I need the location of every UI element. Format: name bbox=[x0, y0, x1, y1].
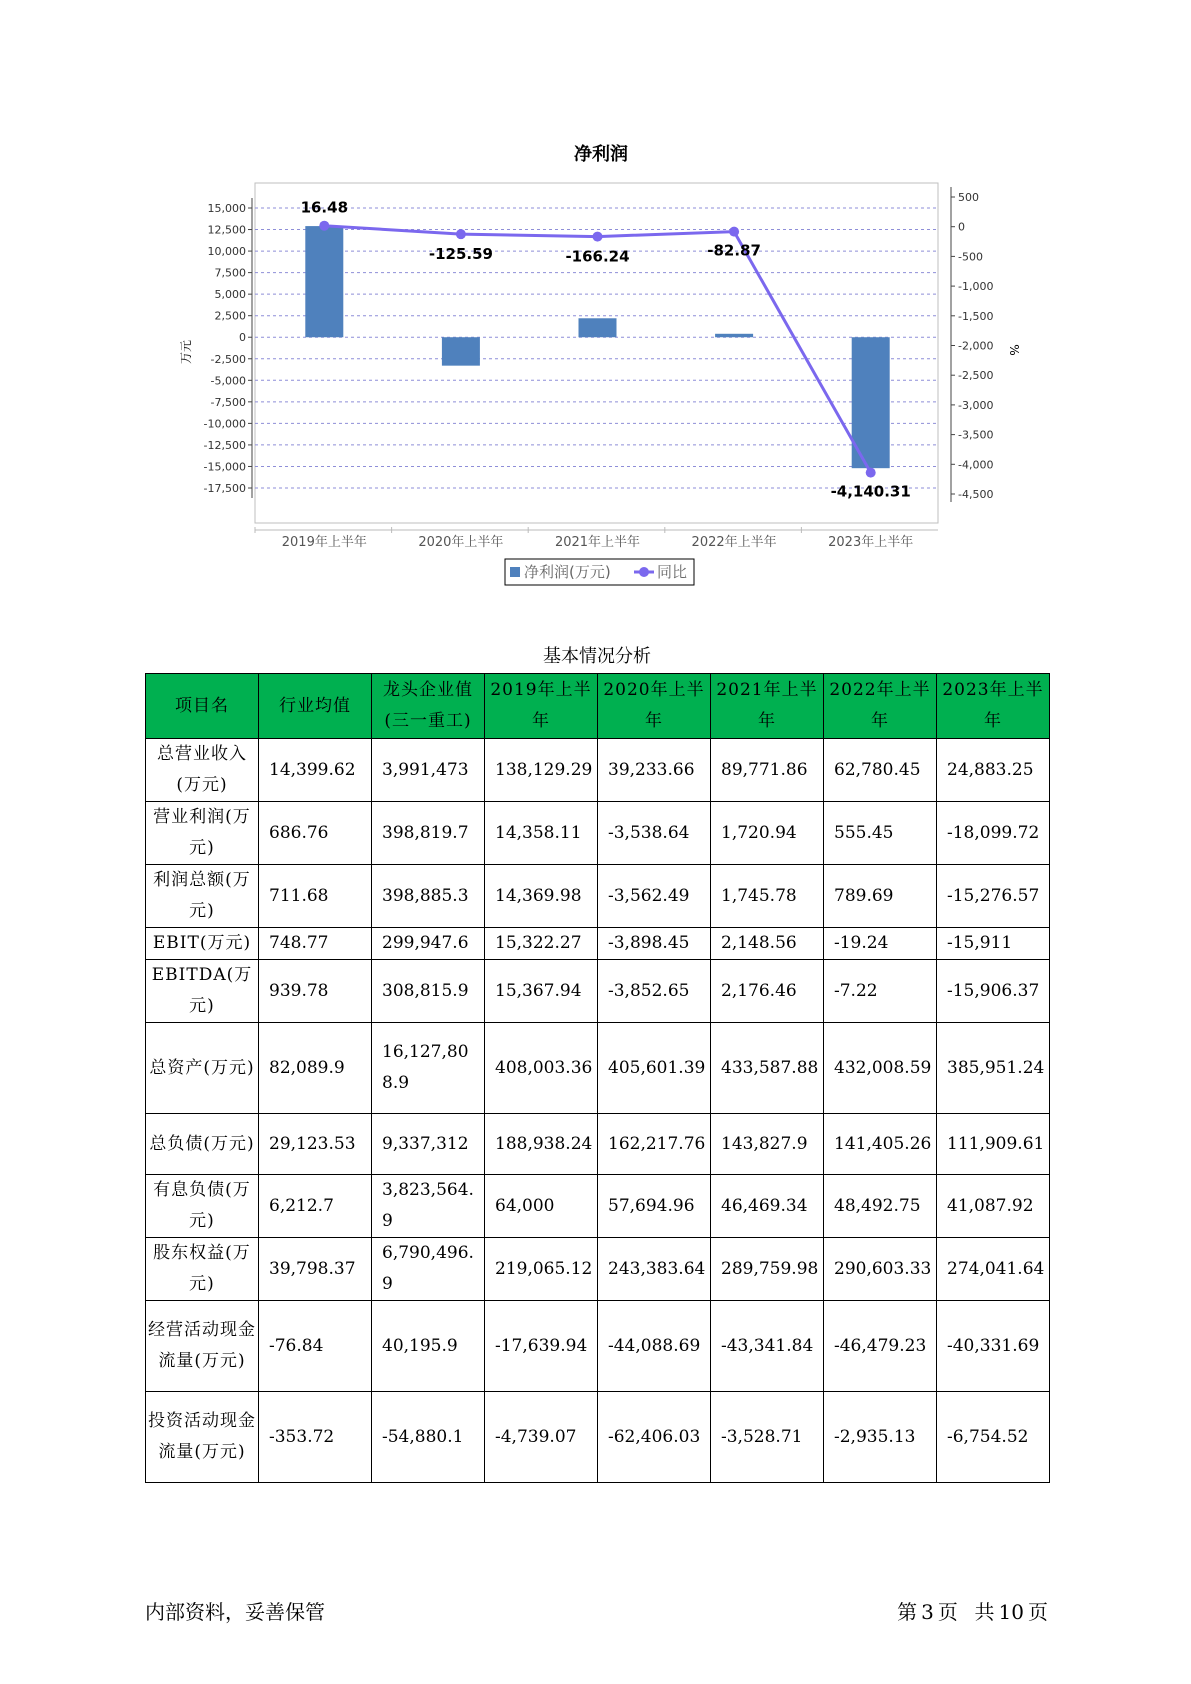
cell-value: -3,898.45 bbox=[598, 928, 711, 960]
right-tick-label: -1,000 bbox=[958, 280, 994, 294]
bar bbox=[305, 226, 343, 337]
bar bbox=[715, 334, 753, 337]
row-label: 经营活动现金流量(万元) bbox=[146, 1301, 259, 1392]
yoy-data-label: -125.59 bbox=[428, 245, 493, 264]
cell-value: -17,639.94 bbox=[485, 1301, 598, 1392]
cell-value: 138,129.29 bbox=[485, 739, 598, 802]
cell-value: 14,369.98 bbox=[485, 865, 598, 928]
left-tick-label: -7,500 bbox=[210, 395, 246, 409]
legend bbox=[505, 559, 694, 585]
header-item: 项目名 bbox=[146, 674, 259, 739]
cell-value: 3,823,564.9 bbox=[372, 1175, 485, 1238]
left-tick-label: 0 bbox=[239, 331, 246, 345]
row-label: 投资活动现金流量(万元) bbox=[146, 1392, 259, 1483]
cell-value: 41,087.92 bbox=[937, 1175, 1050, 1238]
cell-value: -15,276.57 bbox=[937, 865, 1050, 928]
left-tick-label: -10,000 bbox=[203, 417, 246, 431]
cell-value: 789.69 bbox=[824, 865, 937, 928]
table-title: 基本情况分析 bbox=[543, 646, 651, 667]
cell-value: 711.68 bbox=[259, 865, 372, 928]
cell-value: -3,528.71 bbox=[711, 1392, 824, 1483]
net-profit-chart bbox=[0, 0, 1191, 600]
page-suffix: 页 bbox=[937, 1600, 958, 1624]
cell-value: 2,148.56 bbox=[711, 928, 824, 960]
yoy-data-label: -4,140.31 bbox=[830, 482, 911, 501]
cell-value: 243,383.64 bbox=[598, 1238, 711, 1301]
left-tick-label: -17,500 bbox=[203, 482, 246, 495]
cell-value: 82,089.9 bbox=[259, 1023, 372, 1114]
cell-value: 111,909.61 bbox=[937, 1114, 1050, 1175]
cell-value: 290,603.33 bbox=[824, 1238, 937, 1301]
left-tick-label: 5,000 bbox=[214, 288, 246, 302]
table-row bbox=[146, 739, 1050, 802]
cell-value: -18,099.72 bbox=[937, 802, 1050, 865]
right-tick-label: 500 bbox=[958, 191, 979, 204]
left-tick-label: -12,500 bbox=[203, 438, 246, 452]
yoy-point bbox=[866, 468, 876, 478]
row-label: 总资产(万元) bbox=[146, 1023, 259, 1114]
cell-value: 289,759.98 bbox=[711, 1238, 824, 1301]
cell-value: -3,562.49 bbox=[598, 865, 711, 928]
cell-value: -46,479.23 bbox=[824, 1301, 937, 1392]
total-prefix: 共 bbox=[974, 1600, 995, 1624]
x-axis-categories bbox=[255, 527, 938, 550]
yoy-data-label: -82.87 bbox=[707, 241, 761, 260]
cell-value: 939.78 bbox=[259, 960, 372, 1023]
yoy-point bbox=[593, 232, 603, 242]
table-row bbox=[146, 1023, 1050, 1114]
x-category-label: 2021年上半年 bbox=[554, 535, 641, 550]
cell-value: 6,790,496.9 bbox=[372, 1238, 485, 1301]
cell-value: 143,827.9 bbox=[711, 1114, 824, 1175]
cell-value: -4,739.07 bbox=[485, 1392, 598, 1483]
page-number: 3 bbox=[921, 1600, 934, 1624]
right-tick-label: -2,500 bbox=[958, 369, 994, 383]
table-header-row bbox=[146, 674, 1050, 739]
right-tick-label: -2,000 bbox=[958, 339, 994, 353]
cell-value: 64,000 bbox=[485, 1175, 598, 1238]
left-tick-label: 15,000 bbox=[207, 202, 246, 215]
cell-value: -40,331.69 bbox=[937, 1301, 1050, 1392]
cell-value: 432,008.59 bbox=[824, 1023, 937, 1114]
cell-value: 274,041.64 bbox=[937, 1238, 1050, 1301]
cell-value: 29,123.53 bbox=[259, 1114, 372, 1175]
right-tick-label: -1,500 bbox=[958, 309, 994, 323]
left-tick-label: -15,000 bbox=[203, 460, 246, 474]
row-label: 总营业收入(万元) bbox=[146, 739, 259, 802]
yoy-data-label: -166.24 bbox=[565, 247, 630, 266]
bar bbox=[442, 337, 480, 365]
cell-value: 14,358.11 bbox=[485, 802, 598, 865]
bar bbox=[579, 318, 617, 337]
table-row bbox=[146, 1175, 1050, 1238]
yoy-point bbox=[319, 221, 329, 231]
page-prefix: 第 bbox=[897, 1600, 918, 1624]
cell-value: 188,938.24 bbox=[485, 1114, 598, 1175]
cell-value: 433,587.88 bbox=[711, 1023, 824, 1114]
header-2022h1: 2022年上半年 bbox=[824, 674, 937, 739]
table-row bbox=[146, 802, 1050, 865]
right-axis bbox=[951, 187, 993, 502]
cell-value: 16,127,808.9 bbox=[372, 1023, 485, 1114]
cell-value: 219,065.12 bbox=[485, 1238, 598, 1301]
cell-value: 2,176.46 bbox=[711, 960, 824, 1023]
left-axis-label: 万元 bbox=[179, 339, 193, 365]
cell-value: -353.72 bbox=[259, 1392, 372, 1483]
cell-value: -3,538.64 bbox=[598, 802, 711, 865]
total-pages: 10 bbox=[998, 1600, 1024, 1624]
cell-value: -43,341.84 bbox=[711, 1301, 824, 1392]
cell-value: 15,322.27 bbox=[485, 928, 598, 960]
cell-value: 62,780.45 bbox=[824, 739, 937, 802]
cell-value: 39,798.37 bbox=[259, 1238, 372, 1301]
legend-line-marker bbox=[639, 567, 649, 577]
row-label: 有息负债(万元) bbox=[146, 1175, 259, 1238]
cell-value: 385,951.24 bbox=[937, 1023, 1050, 1114]
cell-value: 15,367.94 bbox=[485, 960, 598, 1023]
cell-value: -15,911 bbox=[937, 928, 1050, 960]
row-label: EBIT(万元) bbox=[146, 928, 259, 960]
cell-value: -62,406.03 bbox=[598, 1392, 711, 1483]
cell-value: -15,906.37 bbox=[937, 960, 1050, 1023]
table-row bbox=[146, 928, 1050, 960]
right-tick-label: -3,500 bbox=[958, 428, 994, 442]
x-category-label: 2019年上半年 bbox=[281, 535, 367, 550]
legend-bar-swatch bbox=[510, 567, 520, 577]
cell-value: 162,217.76 bbox=[598, 1114, 711, 1175]
left-tick-label: 7,500 bbox=[214, 266, 246, 280]
cell-value: -44,088.69 bbox=[598, 1301, 711, 1392]
table-row bbox=[146, 1114, 1050, 1175]
cell-value: 24,883.25 bbox=[937, 739, 1050, 802]
header-2021h1: 2021年上半年 bbox=[711, 674, 824, 739]
left-tick-label: 2,500 bbox=[214, 309, 246, 323]
x-category-label: 2023年上半年 bbox=[828, 535, 914, 550]
right-tick-label: -4,500 bbox=[958, 488, 994, 501]
cell-value: 686.76 bbox=[259, 802, 372, 865]
right-tick-label: -3,000 bbox=[958, 398, 994, 412]
right-tick-label: 0 bbox=[958, 220, 965, 234]
table-row bbox=[146, 960, 1050, 1023]
cell-value: 555.45 bbox=[824, 802, 937, 865]
yoy-data-label: 16.48 bbox=[300, 198, 349, 217]
cell-value: -54,880.1 bbox=[372, 1392, 485, 1483]
cell-value: 299,947.6 bbox=[372, 928, 485, 960]
cell-value: 39,233.66 bbox=[598, 739, 711, 802]
cell-value: 57,694.96 bbox=[598, 1175, 711, 1238]
cell-value: -2,935.13 bbox=[824, 1392, 937, 1483]
left-tick-label: -5,000 bbox=[210, 374, 246, 388]
table-row bbox=[146, 865, 1050, 928]
footer-page-info bbox=[895, 1596, 1050, 1625]
chart-title: 净利润 bbox=[574, 144, 628, 165]
right-tick-label: -4,000 bbox=[958, 458, 994, 472]
table-row bbox=[146, 1392, 1050, 1483]
cell-value: 398,885.3 bbox=[372, 865, 485, 928]
left-tick-label: -2,500 bbox=[210, 352, 246, 366]
header-2020h1: 2020年上半年 bbox=[598, 674, 711, 739]
legend-bar-label: 净利润(万元) bbox=[524, 563, 611, 581]
header-leader: 龙头企业值(三一重工) bbox=[372, 674, 485, 739]
row-label: 股东权益(万元) bbox=[146, 1238, 259, 1301]
cell-value: 141,405.26 bbox=[824, 1114, 937, 1175]
row-label: 利润总额(万元) bbox=[146, 865, 259, 928]
cell-value: -3,852.65 bbox=[598, 960, 711, 1023]
right-tick-label: -500 bbox=[958, 250, 983, 264]
table-row bbox=[146, 1238, 1050, 1301]
cell-value: -6,754.52 bbox=[937, 1392, 1050, 1483]
left-tick-label: 10,000 bbox=[207, 245, 246, 259]
cell-value: 408,003.36 bbox=[485, 1023, 598, 1114]
basic-analysis-table bbox=[145, 673, 1050, 1483]
cell-value: 1,720.94 bbox=[711, 802, 824, 865]
legend-line-label: 同比 bbox=[657, 563, 688, 581]
cell-value: 48,492.75 bbox=[824, 1175, 937, 1238]
cell-value: 89,771.86 bbox=[711, 739, 824, 802]
cell-value: 405,601.39 bbox=[598, 1023, 711, 1114]
cell-value: 6,212.7 bbox=[259, 1175, 372, 1238]
x-category-label: 2020年上半年 bbox=[418, 535, 504, 550]
cell-value: 398,819.7 bbox=[372, 802, 485, 865]
yoy-point bbox=[729, 227, 739, 237]
header-2019h1: 2019年上半年 bbox=[485, 674, 598, 739]
cell-value: 308,815.9 bbox=[372, 960, 485, 1023]
left-axis bbox=[204, 198, 252, 498]
row-label: 营业利润(万元) bbox=[146, 802, 259, 865]
cell-value: 3,991,473 bbox=[372, 739, 485, 802]
cell-value: 748.77 bbox=[259, 928, 372, 960]
cell-value: 14,399.62 bbox=[259, 739, 372, 802]
yoy-point bbox=[456, 229, 466, 239]
total-suffix: 页 bbox=[1028, 1600, 1048, 1624]
footer-confidential: 内部资料，妥善保管 bbox=[145, 1600, 325, 1624]
cell-value: -76.84 bbox=[259, 1301, 372, 1392]
cell-value: 9,337,312 bbox=[372, 1114, 485, 1175]
right-axis-label: % bbox=[1007, 344, 1021, 356]
left-tick-label: 12,500 bbox=[207, 223, 246, 237]
cell-value: 1,745.78 bbox=[711, 865, 824, 928]
row-label: EBITDA(万元) bbox=[146, 960, 259, 1023]
x-category-label: 2022年上半年 bbox=[691, 535, 777, 550]
table-row bbox=[146, 1301, 1050, 1392]
row-label: 总负债(万元) bbox=[146, 1114, 259, 1175]
header-industry-avg: 行业均值 bbox=[259, 674, 372, 739]
cell-value: -7.22 bbox=[824, 960, 937, 1023]
cell-value: 40,195.9 bbox=[372, 1301, 485, 1392]
header-2023h1: 2023年上半年 bbox=[937, 674, 1050, 739]
cell-value: 46,469.34 bbox=[711, 1175, 824, 1238]
line-series bbox=[301, 199, 911, 501]
cell-value: -19.24 bbox=[824, 928, 937, 960]
